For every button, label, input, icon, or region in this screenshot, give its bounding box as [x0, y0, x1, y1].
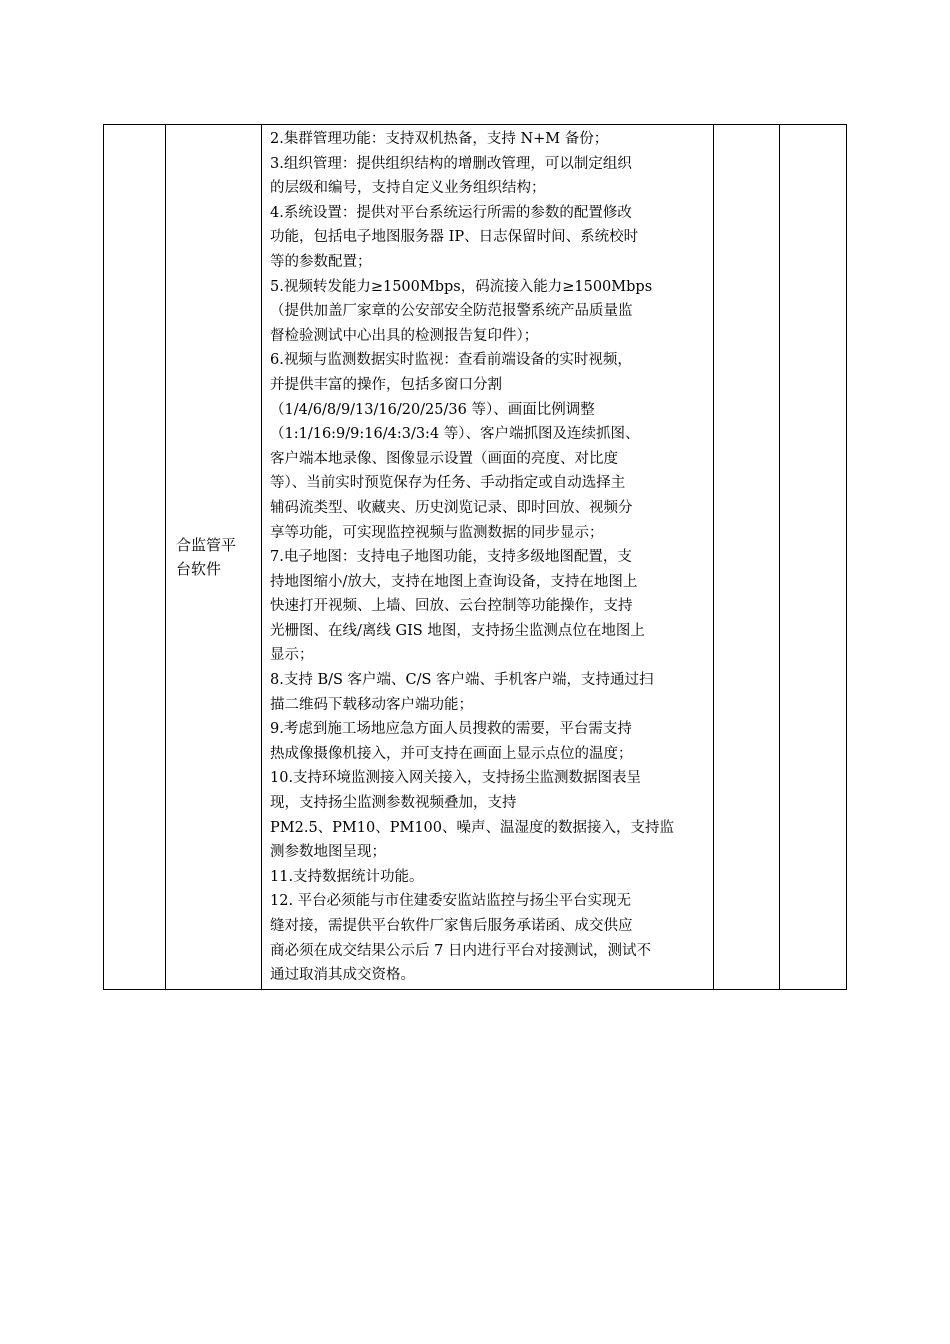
requirement-line: 热成像摄像机接入，并可支持在画面上显示点位的温度； — [270, 745, 633, 762]
quantity-cell — [714, 125, 780, 990]
requirement-line: PM2.5、PM10、PM100、噪声、温湿度的数据接入，支持监 — [270, 819, 674, 836]
requirement-line: 测参数地图呈现； — [270, 844, 386, 861]
requirement-line: 商必须在成交结果公示后 7 日内进行平台对接测试，测试不 — [270, 942, 651, 959]
requirement-line: 8.支持 B/S 客户端、C/S 客户端、手机客户端，支持通过扫 — [270, 672, 654, 689]
item-name-cell — [166, 125, 262, 990]
remark-cell — [780, 125, 847, 990]
requirement-line: 7.电子地图：支持电子地图功能，支持多级地图配置，支 — [270, 549, 632, 566]
requirement-line: 功能，包括电子地图服务器 IP、日志保留时间、系统校时 — [270, 229, 639, 246]
requirement-line: 2.集群管理功能：支持双机热备，支持 N+M 备份； — [270, 131, 609, 147]
requirements-cell — [262, 125, 714, 990]
spec-table — [103, 124, 847, 990]
index-cell — [104, 125, 166, 990]
requirement-line: 快速打开视频、上墙、回放、云台控制等功能操作，支持 — [270, 598, 633, 615]
requirement-line: 现，支持扬尘监测参数视频叠加，支持 — [270, 795, 517, 812]
requirement-line: 的层级和编号，支持自定义业务组织结构； — [270, 180, 546, 197]
requirement-line: 5.视频转发能力≥1500Mbps，码流接入能力≥1500Mbps — [270, 278, 653, 295]
requirement-line: 等的参数配置； — [270, 253, 372, 270]
requirements-text — [262, 125, 713, 989]
item-name-line: 合监管平 — [176, 535, 237, 554]
requirement-line: 显示； — [270, 647, 314, 664]
requirement-line: 光栅图、在线/离线 GIS 地图，支持扬尘监测点位在地图上 — [270, 622, 645, 639]
requirement-line: 12. 平台必须能与市住建委安监站监控与扬尘平台实现无 — [270, 893, 632, 910]
requirement-line: 4.系统设置：提供对平台系统运行所需的参数的配置修改 — [270, 204, 632, 221]
table-row — [104, 125, 847, 990]
requirement-line: 3.组织管理：提供组织结构的增删改管理，可以制定组织 — [270, 155, 632, 172]
requirement-line: 11.支持数据统计功能。 — [270, 868, 424, 885]
item-name-line: 台软件 — [176, 559, 222, 578]
requirement-line: 辅码流类型、收藏夹、历史浏览记录、即时回放、视频分 — [270, 499, 633, 516]
requirement-line: 享等功能，可实现监控视频与监测数据的同步显示； — [270, 524, 604, 541]
requirement-line: 并提供丰富的操作，包括多窗口分割 — [270, 376, 502, 393]
requirement-line: （1:1/16:9/9:16/4:3/3:4 等）、客户端抓图及连续抓图、 — [270, 426, 640, 443]
requirement-line: 客户端本地录像、图像显示设置（画面的亮度、对比度 — [270, 450, 618, 467]
requirement-line: （提供加盖厂家章的公安部安全防范报警系统产品质量监 — [270, 303, 633, 320]
requirement-line: 描二维码下载移动客户端功能； — [270, 696, 473, 713]
requirement-line: 督检验测试中心出具的检测报告复印件）； — [270, 327, 539, 344]
requirement-line: 持地图缩小/放大，支持在地图上查询设备，支持在地图上 — [270, 573, 638, 590]
requirement-line: 通过取消其成交资格。 — [270, 967, 415, 984]
requirement-line: （1/4/6/8/9/13/16/20/25/36 等）、画面比例调整 — [270, 401, 595, 418]
requirement-line: 6.视频与监测数据实时监视：查看前端设备的实时视频， — [270, 352, 632, 369]
requirement-line: 10.支持环境监测接入网关接入，支持扬尘监测数据图表呈 — [270, 770, 642, 787]
requirement-line: 9.考虑到施工场地应急方面人员搜救的需要，平台需支持 — [270, 721, 632, 738]
requirement-line: 等）、当前实时预览保存为任务、手动指定或自动选择主 — [270, 475, 626, 492]
requirement-line: 缝对接，需提供平台软件厂家售后服务承诺函、成交供应 — [270, 918, 633, 934]
